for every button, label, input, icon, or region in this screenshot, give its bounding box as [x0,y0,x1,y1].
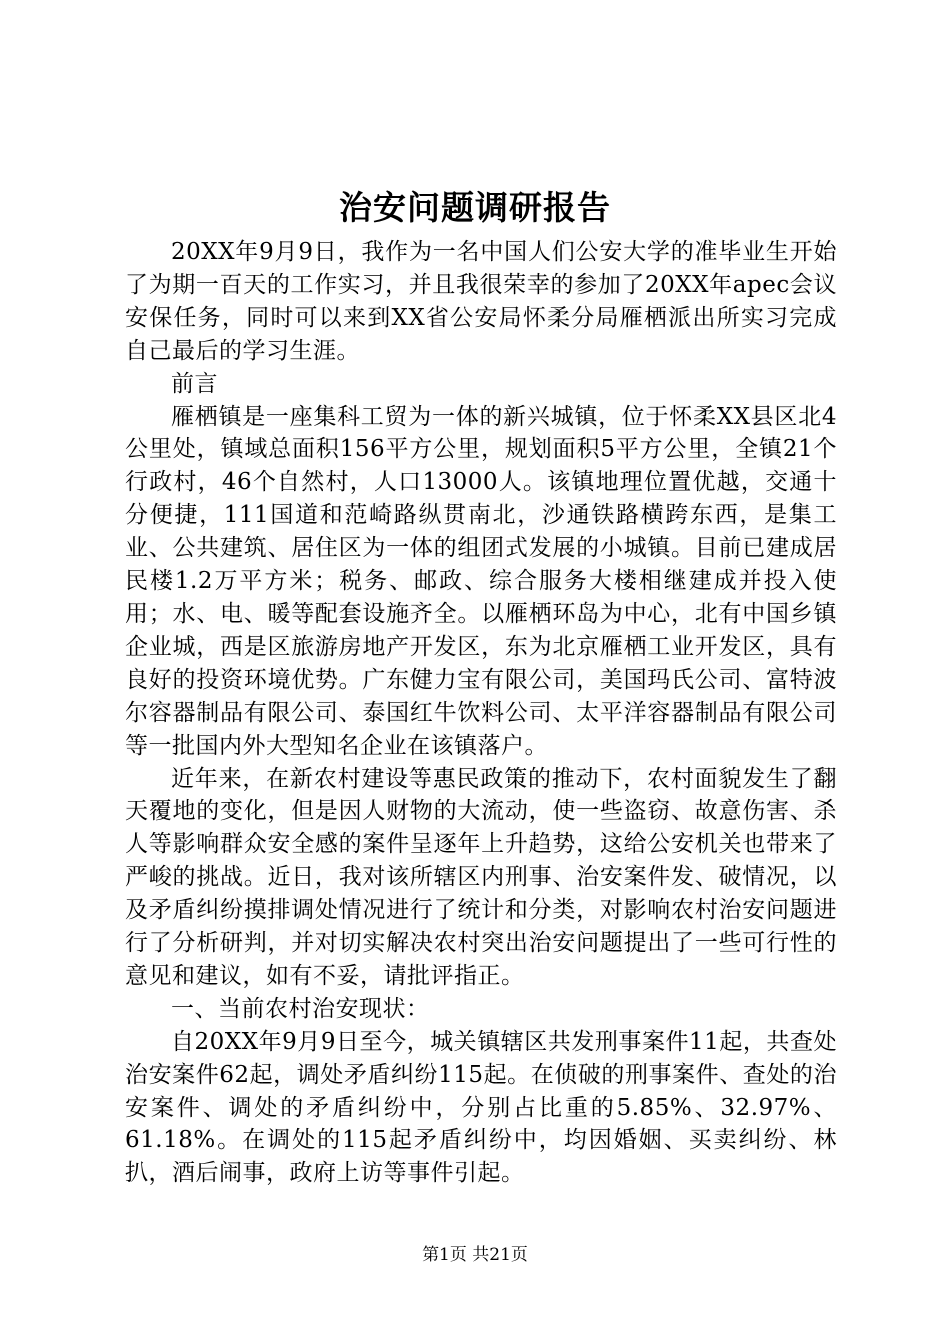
paragraph-recent-years: 近年来，在新农村建设等惠民政策的推动下，农村面貌发生了翻天覆地的变化，但是因人财物的大流动，使一些盗窃、故意伤害、杀人等影响群众安全感的案件呈逐年上升趋势，这给公安机关也带来了严峻的挑战。近日，我对该所辖区内刑事、治安案件发、破情况，以及矛盾纠纷摸排调处情况进行了统计和分类，对影响农村治安问题进行了分析研判，并对切实解决农村突出治安问题提出了一些可行性的意见和建议，如有不妥，请批评指正。 [125,765,837,989]
paragraph-case-statistics: 自20XX年9月9日至今，城关镇辖区共发刑事案件11起，共查处治安案件62起，调处矛盾纠纷115起。在侦破的刑事案件、查处的治安案件、调处的矛盾纠纷中，分别占比重的5.85%、32.97%、61.18%。在调处的115起矛盾纠纷中，均因婚姻、买卖纠纷、林扒，酒后闹事，政府上访等事件引起。 [125,1028,837,1187]
paragraph-intro: 20XX年9月9日，我作为一名中国人们公安大学的准毕业生开始了为期一百天的工作实习，并且我很荣幸的参加了20XX年apec会议安保任务，同时可以来到XX省公安局怀柔分局雁栖派出所实习完成自己最后的学习生涯。 [125,239,837,364]
paragraph-town-overview: 雁栖镇是一座集科工贸为一体的新兴城镇，位于怀柔XX县区北4公里处，镇域总面积156平方公里，规划面积5平方公里，全镇21个行政村，46个自然村，人口13000人。该镇地理位置优越，交通十分便捷，111国道和范崎路纵贯南北，沙通铁路横跨东西，是集工业、公共建筑、居住区为一体的组团式发展的小城镇。目前已建成居民楼1.2万平方米；税务、邮政、综合服务大楼相继建成并投入使用；水、电、暖等配套设施齐全。以雁栖环岛为中心，北有中国乡镇企业城，西是区旅游房地产开发区，东为北京雁栖工业开发区，具有良好的投资环境优势。广东健力宝有限公司，美国玛氏公司、富特波尔容器制品有限公司、泰国红牛饮料公司、太平洋容器制品有限公司等一批国内外大型知名企业在该镇落户。 [125,403,837,759]
page-number-footer: 第1页 共21页 [422,1245,528,1265]
heading-preface: 前言 [171,370,218,397]
document-body [125,236,837,1190]
document-title: 治安问题调研报告 [339,188,611,227]
heading-section-one: 一、当前农村治安现状： [171,995,430,1022]
